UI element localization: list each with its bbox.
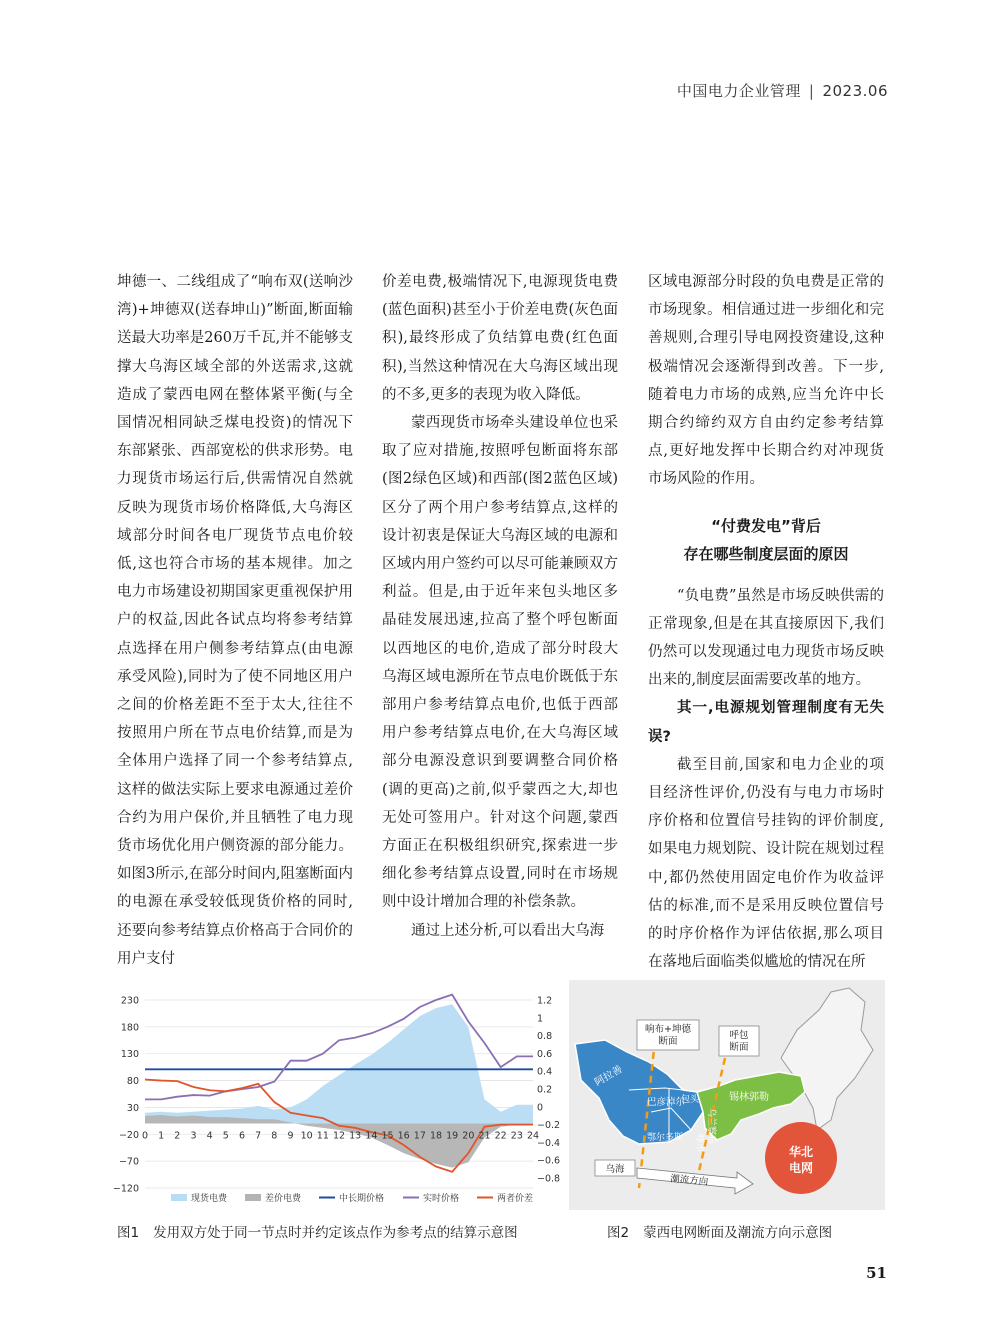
x-tick-label: 24 [526,1130,540,1142]
header-separator: | [808,82,815,100]
right-tick-label: 0.4 [537,1066,553,1078]
left-tick-label: 180 [120,1022,139,1034]
text-column-1 [117,268,353,973]
legend-swatch-差价电费 [245,1194,261,1201]
x-tick-label: 17 [413,1130,426,1142]
figure-2-caption [607,1221,832,1241]
section-1-label-b: 断面 [658,1036,678,1047]
x-tick-label: 18 [429,1130,443,1142]
issue-number: 2023.06 [822,82,888,100]
x-tick-label: 1 [158,1130,165,1142]
right-tick-label: 1 [537,1013,544,1025]
hohhot-label: 呼市 [694,1134,704,1153]
left-tick-label: −120 [112,1183,139,1195]
legend-label-现货电费: 现货电费 [191,1194,228,1204]
x-tick-label: 19 [446,1130,459,1142]
north-china-label-a: 华北 [788,1145,814,1159]
alashan-label: 阿拉善 [593,1064,625,1089]
journal-name: 中国电力企业管理 [676,82,801,100]
page-number: 51 [866,1264,887,1282]
left-tick-label: −70 [118,1156,139,1168]
figure-1-caption [117,1221,518,1241]
section-title-line-2: 存在哪些制度层面的原因 [683,544,849,563]
right-tick-label: −0.2 [537,1120,561,1132]
x-tick-label: 15 [381,1130,394,1142]
figure-2-number: 图2 [607,1225,630,1241]
x-tick-label: 20 [462,1130,475,1142]
wulanchabu-label: 乌兰察布 [706,1108,716,1145]
left-tick-label: 130 [120,1049,139,1061]
figure-1-chart [112,978,561,1208]
subheading: 其一,电源规划管理制度有无失误? [648,700,884,745]
section-title [648,512,884,568]
north-china-label-b: 电网 [788,1161,814,1175]
legend-label-实时价格: 实时价格 [423,1194,460,1204]
right-tick-label: 0.2 [537,1084,553,1096]
x-tick-label: 7 [255,1130,262,1142]
x-tick-label: 10 [300,1130,313,1142]
right-tick-label: 0 [537,1102,544,1114]
right-tick-label: 0.6 [537,1048,553,1060]
figure-1-caption-text: 发用双方处于同一节点时并约定该点作为参考点的结算示意图 [153,1225,518,1241]
left-tick-label: 230 [120,995,139,1007]
right-tick-label: −0.8 [537,1173,561,1185]
x-tick-label: 4 [206,1130,213,1142]
text-column-2 [382,268,618,945]
text-column-3 [648,268,884,976]
right-tick-label: −0.4 [537,1137,561,1149]
section-title-line-1: “付费发电”背后 [711,516,821,535]
x-tick-label: 11 [316,1130,329,1142]
right-tick-label: 1.2 [537,995,553,1007]
xilinguole-label: 锡林郭勒 [729,1092,769,1103]
paragraph: 截至目前,国家和电力企业的项目经济性评价,仍没有与电力市场时序价格和位置信号挂钩的评价制度,如果电力规划院、设计院在规划过程中,都仍然使用固定电价作为收益评估的标准,而不是采用反映位置信号的时序价格作为评估依据,那么项目在落地后面临类似尴尬的情况在所 [648,756,884,971]
x-tick-label: 12 [332,1130,346,1142]
x-tick-label: 14 [365,1130,378,1142]
x-tick-label: 2 [174,1130,181,1142]
paragraph: “负电费”虽然是市场反映供需的正常现象,但是在其直接原因下,我们仍然可以发现通过电力现货市场反映出来的,制度层面需要改革的地方。 [648,587,884,689]
series-area-现货电费 [145,1004,533,1123]
right-tick-label: −0.6 [537,1155,561,1167]
x-tick-label: 3 [190,1130,197,1142]
paragraph: 通过上述分析,可以看出大乌海 [411,922,605,939]
section-2-label-a: 呼包 [729,1030,749,1041]
legend-label-两者价差: 两者价差 [497,1194,534,1204]
x-tick-label: 13 [349,1130,362,1142]
x-tick-label: 22 [494,1130,507,1142]
figure-1-number: 图1 [117,1225,140,1241]
x-tick-label: 5 [222,1130,229,1142]
left-tick-label: 30 [126,1102,139,1114]
bayannur-label: 巴彦淖尔 [647,1097,686,1108]
paragraph: 区域电源部分时段的负电费是正常的市场现象。相信通过进一步细化和完善规则,合理引导电网投资建设,这种极端情况会逐渐得到改善。下一步,随着电力市场的成熟,应当允许中长期合约缔约双方自由约定参考结算点,更好地发挥中长期合约对冲现货市场风险的作用。 [648,274,884,488]
section-2-label-b: 断面 [729,1042,749,1053]
x-tick-label: 21 [478,1130,491,1142]
x-tick-label: 23 [510,1130,523,1142]
x-tick-label: 8 [271,1130,278,1142]
left-tick-label: 80 [126,1076,139,1088]
legend-label-差价电费: 差价电费 [265,1194,302,1204]
x-tick-label: 9 [287,1130,294,1142]
section-1-label-a: 响布+坤德 [645,1024,691,1035]
figure-2-caption-text: 蒙西电网断面及潮流方向示意图 [643,1225,833,1241]
figure-2-map [569,980,885,1210]
x-tick-label: 6 [238,1130,246,1142]
paragraph: 蒙西现货市场牵头建设单位也采取了应对措施,按照呼包断面将东部(图2绿色区域)和西部(图2蓝色区域)区分了两个用户参考结算点,这样的设计初衷是保证大乌海区域的电源和区域内用户签约可以尽可能兼顾双方利益。但是,由于近年来包头地区多晶硅发展迅速,拉高了整个呼包断面以西地区的电价,造成了部分时段大乌海区域电源所在节点电价既低于东部用户参考结算点电价,也低于西部用户参考结算点电价,在大乌海区域部分电源没意识到要调整合同价格(调的更高)之前,似乎蒙西之大,却也无处可签用户。针对这个问题,蒙西方面正在积极组织研究,探索进一步细化参考结算点设置,同时在市场规则中设计增加合理的补偿条款。 [382,415,618,911]
ordos-label: 鄂尔多斯 [647,1133,684,1143]
legend-label-中长期价格: 中长期价格 [339,1194,385,1204]
flow-direction-label: 潮流方向 [669,1173,709,1188]
left-tick-label: −20 [118,1129,139,1141]
x-tick-label: 16 [397,1130,410,1142]
x-tick-label: 0 [141,1130,149,1142]
paragraph: 坤德一、二线组成了“响布双(送响沙湾)+坤德双(送春坤山)”断面,断面输送最大功率是260万千瓦,并不能够支撑大乌海区域全部的外送需求,这就造成了蒙西电网在整体紧平衡(与全国情况相同缺乏煤电投资)的情况下东部紧张、西部宽松的供求形势。电力现货市场运行后,供需情况自然就反映为现货市场价格降低,大乌海区域部分时间各电厂现货节点电价较低,这也符合市场的基本规律。加之电力市场建设初期国家更重视保护用户的权益,因此各试点均将参考结算点选择在用户侧参考结算点(由电源承受风险),同时为了使不同地区用户之间的价格差距不至于太大,往往不按照用户所在节点电价结算,而是为全体用户选择了同一个参考结算点,这样的做法实际上要求电源通过差价合约为用户保价,并且牺牲了电力现货市场优化用户侧资源的部分能力。如图3所示,在部分时间内,阻塞断面内的电源在承受较低现货价格的同时,还要向参考结算点价格高于合同价的用户支付 [117,274,353,967]
baotou-label: 包头 [681,1095,700,1105]
legend-swatch-现货电费 [171,1194,187,1201]
wuhai-label: 乌海 [605,1164,625,1175]
running-header [677,80,888,101]
right-tick-label: 0.8 [537,1031,553,1043]
paragraph: 价差电费,极端情况下,电源现货电费(蓝色面积)甚至小于价差电费(灰色面积),最终形成了负结算电费(红色面积),当然这种情况在大乌海区域出现的不多,更多的表现为收入降低。 [382,274,618,403]
